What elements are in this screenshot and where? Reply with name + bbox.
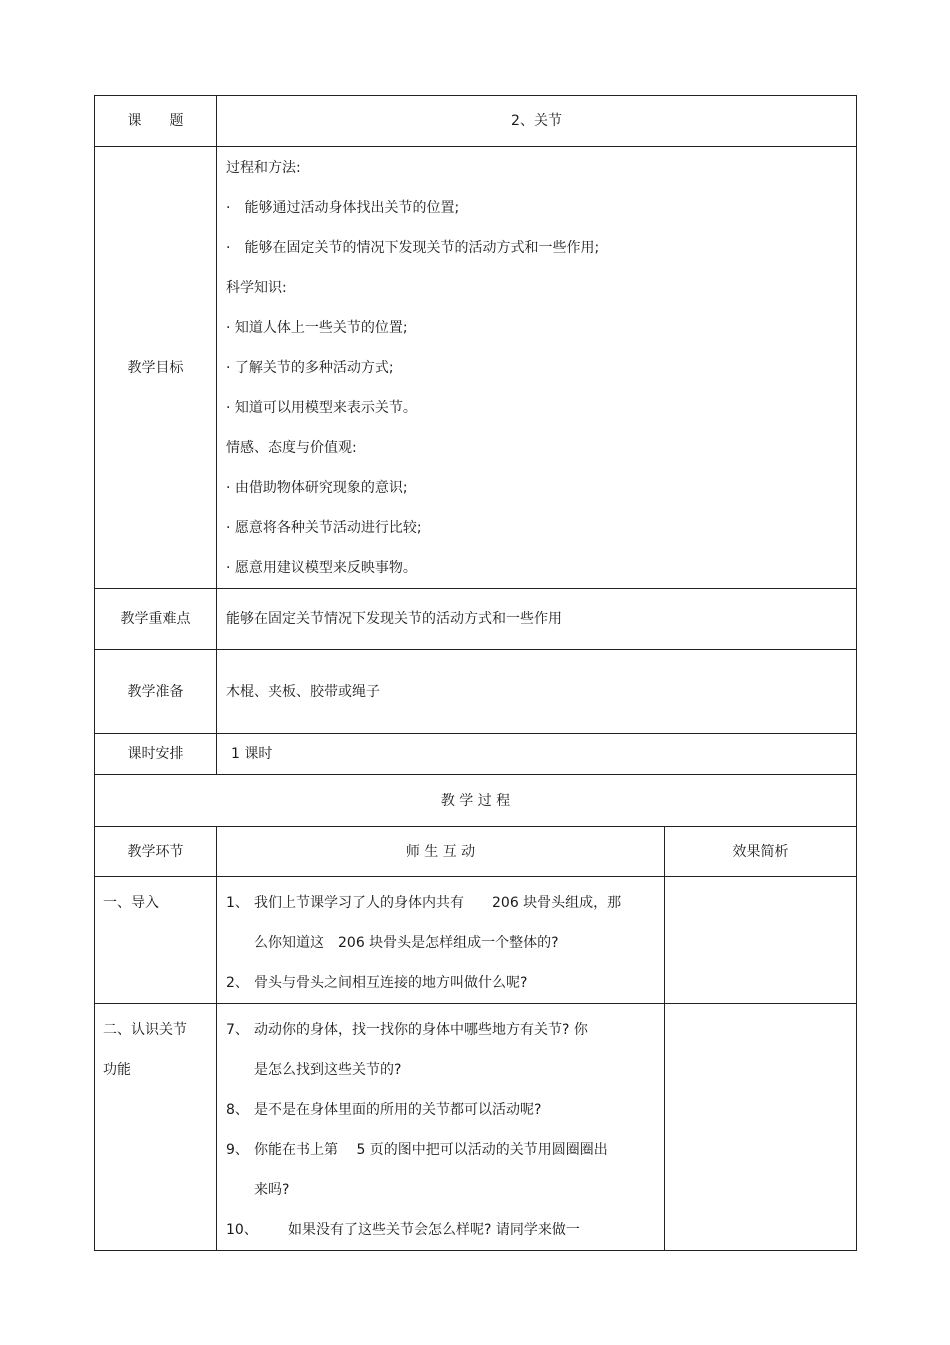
stage-interaction	[217, 1004, 665, 1251]
stage-label	[95, 877, 217, 1004]
objective-line: 情感、态度与价值观:	[226, 440, 357, 456]
topic-row	[95, 96, 857, 147]
stage-label	[95, 1004, 217, 1251]
topic-label: 课 题	[95, 96, 217, 147]
item-text: 动动你的身体，找一找你的身体中哪些地方有关节? 你	[254, 1022, 588, 1038]
item-text: 我们上节课学习了人的身体内共有 206 块骨头组成，那	[254, 895, 622, 911]
item-text: 你能在书上第 5 页的图中把可以活动的关节用圆圈圈出	[254, 1142, 608, 1158]
objective-line: · 能够在固定关节的情况下发现关节的活动方式和一些作用;	[226, 240, 600, 256]
header-interaction: 师 生 互 动	[217, 827, 665, 877]
interaction-line: 是怎么找到这些关节的?	[254, 1062, 402, 1078]
item-text: 骨头与骨头之间相互连接的地方叫做什么呢?	[254, 975, 528, 991]
objective-line: 科学知识:	[226, 280, 287, 296]
interaction-line	[226, 1090, 664, 1130]
objectives-content	[217, 147, 857, 589]
interaction-line	[226, 883, 664, 923]
process-header-row	[95, 827, 857, 877]
preparation-row	[95, 650, 857, 734]
interaction-line	[226, 1130, 664, 1170]
key-difficulty-label: 教学重难点	[95, 589, 217, 650]
item-number: 10、	[226, 1222, 258, 1238]
interaction-line: 来吗?	[254, 1182, 290, 1198]
process-title: 教 学 过 程	[95, 775, 857, 827]
objectives-row	[95, 147, 857, 589]
stage-label-line: 功能	[103, 1062, 131, 1078]
item-number: 2、	[226, 975, 249, 991]
header-stage: 教学环节	[95, 827, 217, 877]
header-analysis: 效果简析	[665, 827, 857, 877]
topic-value: 2、关节	[217, 96, 857, 147]
interaction-line: 么你知道这 206 块骨头是怎样组成一个整体的?	[254, 935, 559, 951]
schedule-label: 课时安排	[95, 734, 217, 775]
lesson-plan-table	[94, 95, 857, 1251]
objectives-label: 教学目标	[95, 147, 217, 589]
stage-analysis	[665, 1004, 857, 1251]
objective-line: · 了解关节的多种活动方式;	[226, 360, 394, 376]
item-number: 8、	[226, 1102, 249, 1118]
objective-line: · 愿意用建议模型来反映事物。	[226, 560, 417, 576]
objective-line: · 知道可以用模型来表示关节。	[226, 400, 417, 416]
key-difficulty-value: 能够在固定关节情况下发现关节的活动方式和一些作用	[217, 589, 857, 650]
interaction-line	[226, 1010, 664, 1050]
schedule-value: 1 课时	[217, 734, 857, 775]
process-title-row	[95, 775, 857, 827]
interaction-line	[226, 1210, 664, 1250]
item-number: 1、	[226, 895, 249, 911]
key-difficulty-row	[95, 589, 857, 650]
item-number: 7、	[226, 1022, 249, 1038]
objective-line: · 能够通过活动身体找出关节的位置;	[226, 200, 460, 216]
stage-label-line: 二、认识关节	[103, 1022, 187, 1038]
objective-line: · 知道人体上一些关节的位置;	[226, 320, 408, 336]
stage-interaction	[217, 877, 665, 1004]
preparation-label: 教学准备	[95, 650, 217, 734]
interaction-line	[226, 963, 664, 1003]
objective-line: · 愿意将各种关节活动进行比较;	[226, 520, 422, 536]
preparation-value: 木棍、夹板、胶带或绳子	[217, 650, 857, 734]
stage-row-intro	[95, 877, 857, 1004]
schedule-row	[95, 734, 857, 775]
stage-label-line: 一、导入	[103, 895, 159, 911]
stage-analysis	[665, 877, 857, 1004]
stage-row-function	[95, 1004, 857, 1251]
objective-line: 过程和方法:	[226, 160, 301, 176]
item-text: 如果没有了这些关节会怎么样呢? 请同学来做一	[288, 1222, 580, 1238]
item-text: 是不是在身体里面的所用的关节都可以活动呢?	[254, 1102, 542, 1118]
objective-line: · 由借助物体研究现象的意识;	[226, 480, 408, 496]
item-number: 9、	[226, 1142, 249, 1158]
